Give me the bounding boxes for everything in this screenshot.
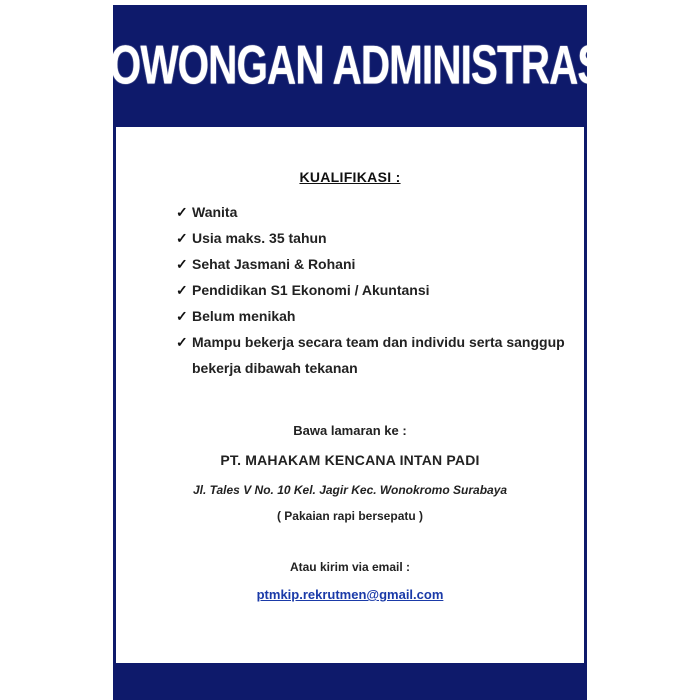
- qualification-text: Pendidikan S1 Ekonomi / Akuntansi: [192, 282, 430, 298]
- check-icon: ✓: [176, 282, 188, 298]
- check-icon: ✓: [176, 308, 188, 324]
- email-intro: Atau kirim via email :: [289, 560, 411, 574]
- qualification-text: Usia maks. 35 tahun: [192, 230, 327, 246]
- email-link[interactable]: ptmkip.rekrutmen@gmail.com: [256, 587, 444, 602]
- company-address: Jl. Tales V No. 10 Kel. Jagir Kec. Wonokromo Surabaya: [192, 483, 508, 497]
- qualification-item: [176, 199, 566, 225]
- check-icon: ✓: [176, 230, 188, 246]
- poster-header: [86, 5, 614, 127]
- qualification-item: [176, 251, 566, 277]
- company-name: PT. MAHAKAM KENCANA INTAN PADI: [220, 452, 480, 468]
- qualification-item: [176, 277, 566, 303]
- poster-title: LOWONGAN ADMINISTRASI: [86, 34, 614, 96]
- qualification-text: Wanita: [192, 204, 238, 220]
- qualification-item: [176, 225, 566, 251]
- bring-application-label: Bawa lamaran ke :: [293, 423, 407, 438]
- qualification-text: Mampu bekerja secara team dan individu serta sanggup bekerja dibawah tekanan: [192, 334, 565, 376]
- qualification-text: Sehat Jasmani & Rohani: [192, 256, 356, 272]
- check-icon: ✓: [176, 256, 188, 272]
- dress-code-note: ( Pakaian rapi bersepatu ): [276, 509, 424, 523]
- poster-body: [116, 127, 584, 663]
- qualifications-list: [176, 199, 566, 381]
- qualification-item: [176, 329, 566, 381]
- qualification-item: [176, 303, 566, 329]
- check-icon: ✓: [176, 204, 188, 220]
- qualifications-heading: KUALIFIKASI :: [299, 169, 401, 185]
- qualification-text: Belum menikah: [192, 308, 296, 324]
- check-icon: ✓: [176, 334, 188, 350]
- job-poster: [86, 5, 614, 700]
